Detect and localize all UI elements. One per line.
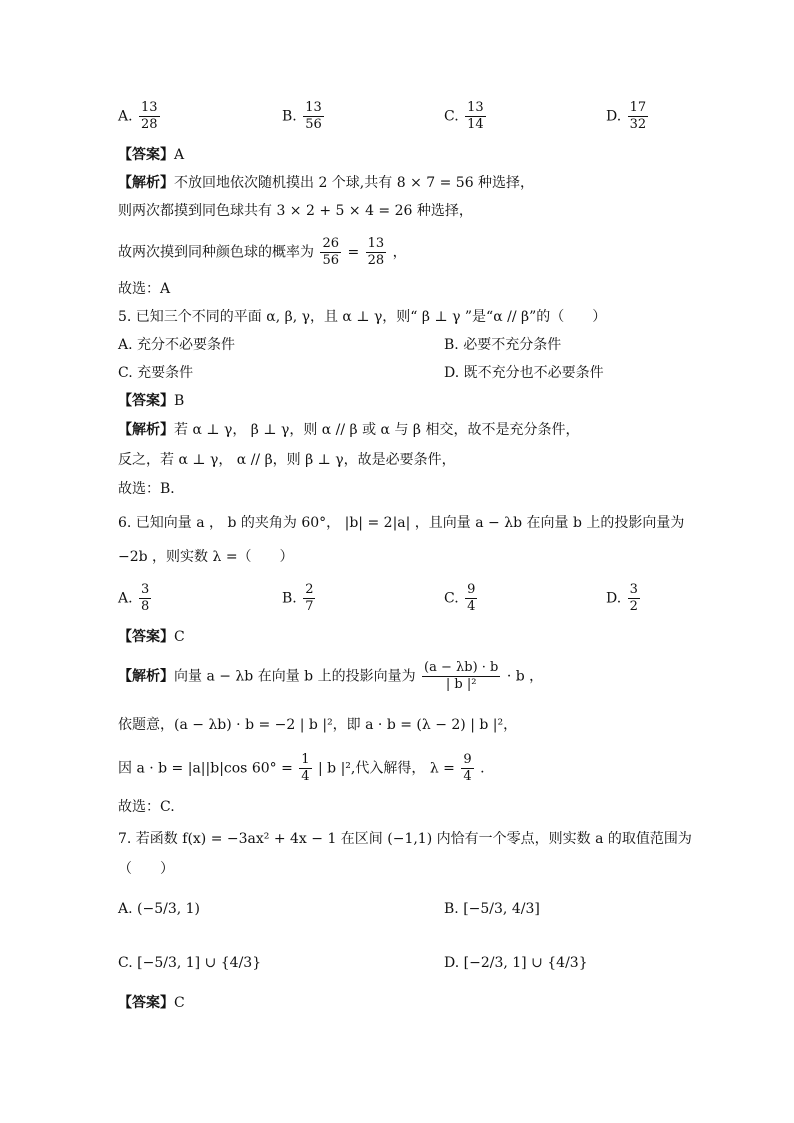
q6-answer (118, 628, 185, 646)
q5-option-b (444, 336, 561, 354)
denominator: | b |² (445, 677, 477, 692)
option-label: D. (606, 590, 622, 607)
q6-conclusion: 故选：C. (118, 799, 175, 815)
option-label: A. (118, 108, 133, 125)
q5-option-a (118, 336, 235, 354)
denominator: 8 (141, 599, 150, 614)
q6-stem-1: 6. 已知向量 a ， b 的夹角为 60°， |b| = 2|a| ，且向量 a − λb 在向量 b 上的投影向量为 (118, 515, 685, 531)
option-label: C. (118, 365, 133, 381)
answer-value: B (174, 393, 185, 409)
option-text: 充要条件 (137, 365, 194, 381)
denominator: 14 (467, 117, 484, 132)
denominator: 4 (463, 769, 472, 784)
numerator: 2 (305, 582, 314, 597)
q6-option-c (444, 582, 479, 615)
option-text: [−5/3, 1] ∪ {4/3} (137, 955, 262, 971)
numerator: 13 (467, 100, 484, 115)
q4-option-c (444, 100, 488, 133)
option-fraction (465, 582, 477, 615)
q4-option-d (606, 100, 650, 133)
analysis-text: 因 a · b = |a||b|cos 60° = (118, 760, 293, 777)
answer-label: 【答案】 (118, 147, 174, 163)
numerator: 1 (301, 752, 310, 767)
analysis-text: 若 α ⊥ γ， β ⊥ γ，则 α // β 或 α 与 β 相交，故不是充分条件， (174, 422, 580, 438)
punctuation: ， (392, 244, 407, 261)
analysis-label: 【解析】 (118, 422, 174, 438)
q6-analysis-2: 依题意，(a − λb) · b = −2 | b |²，即 a · b = (λ − 2) | b |²， (118, 717, 518, 733)
q5-option-c (118, 364, 193, 382)
q7-answer (118, 994, 185, 1012)
numerator: 17 (629, 100, 647, 115)
answer-label: 【答案】 (118, 629, 174, 645)
option-text: (−5/3, 1) (137, 901, 201, 917)
numerator: 9 (467, 582, 476, 597)
q7-option-d (444, 954, 588, 972)
option-fraction (628, 582, 640, 615)
denominator: 4 (301, 769, 310, 784)
option-fraction (139, 582, 151, 615)
option-fraction (628, 100, 649, 133)
option-label: A. (118, 901, 133, 917)
numerator: 26 (322, 236, 339, 251)
q5-answer (118, 392, 184, 410)
fraction (320, 236, 341, 269)
answer-value: C (174, 629, 185, 645)
q4-analysis-1 (118, 174, 534, 192)
numerator: (a − λb) · b (424, 660, 499, 675)
option-label: A. (118, 337, 133, 353)
q4-option-a (118, 100, 162, 133)
q6-option-b (282, 582, 317, 615)
fraction (422, 660, 500, 693)
option-fraction (303, 100, 324, 133)
option-label: B. (444, 337, 459, 353)
option-label: C. (444, 108, 459, 125)
denominator: 2 (629, 599, 638, 614)
analysis-label: 【解析】 (118, 668, 174, 685)
analysis-text: | b |²,代入解得， λ = (318, 760, 455, 777)
q5-analysis-1 (118, 421, 579, 439)
option-fraction (139, 100, 160, 133)
q4-answer (118, 146, 184, 164)
q5-conclusion: 故选：B． (118, 481, 185, 497)
fraction (366, 236, 387, 269)
numerator: 9 (463, 752, 472, 767)
option-label: D. (444, 365, 460, 381)
denominator: 4 (467, 599, 476, 614)
q7-stem-2: （ ） (118, 861, 174, 877)
q4-analysis-2: 则两次都摸到同色球共有 3 × 2 + 5 × 4 = 26 种选择， (118, 203, 473, 219)
analysis-text: 向量 a − λb 在向量 b 上的投影向量为 (174, 668, 416, 685)
analysis-label: 【解析】 (118, 175, 174, 191)
q5-stem: 5. 已知三个不同的平面 α, β, γ，且 α ⊥ γ，则“ β ⊥ γ ”是“α // β”的（ ） (118, 309, 607, 325)
q5-analysis-2: 反之，若 α ⊥ γ， α // β，则 β ⊥ γ，故是必要条件， (118, 452, 456, 468)
option-label: B. (282, 108, 297, 125)
q7-option-b (444, 900, 540, 918)
q6-analysis-3 (118, 752, 485, 785)
answer-label: 【答案】 (118, 995, 174, 1011)
q4-conclusion: 故选：A (118, 281, 171, 297)
q6-stem-2: −2b ，则实数 λ =（ ） (118, 549, 294, 565)
numerator: 13 (141, 100, 158, 115)
option-label: D. (606, 108, 622, 125)
punctuation: . (480, 760, 485, 777)
q5-option-d (444, 364, 604, 382)
equals-sign: = (347, 244, 360, 261)
option-label: B. (282, 590, 297, 607)
q4-option-b (282, 100, 326, 133)
analysis-text: 不放回地依次随机摸出 2 个球,共有 8 × 7 = 56 种选择， (174, 175, 535, 191)
answer-value: A (174, 147, 185, 163)
numerator: 3 (629, 582, 638, 597)
q6-analysis-1 (118, 660, 543, 693)
q6-option-d (606, 582, 642, 615)
denominator: 7 (305, 599, 314, 614)
denominator: 56 (322, 253, 339, 268)
q7-stem-1: 7. 若函数 f(x) = −3ax² + 4x − 1 在区间 (−1,1) 内恰有一个零点，则实数 a 的取值范围为 (118, 831, 692, 847)
analysis-text: · b ， (506, 668, 544, 685)
denominator: 28 (367, 253, 385, 268)
q7-option-c (118, 954, 261, 972)
q7-option-a (118, 900, 200, 918)
option-label: C. (444, 590, 459, 607)
denominator: 32 (629, 117, 647, 132)
q6-option-a (118, 582, 153, 615)
option-label: A. (118, 590, 133, 607)
fraction (461, 752, 473, 785)
fraction (299, 752, 311, 785)
option-label: D. (444, 955, 460, 971)
answer-label: 【答案】 (118, 393, 174, 409)
option-text: 充分不必要条件 (137, 337, 236, 353)
option-label: C. (118, 955, 133, 971)
option-label: B. (444, 901, 459, 917)
answer-value: C (174, 995, 185, 1011)
numerator: 13 (305, 100, 322, 115)
q4-analysis-3 (118, 236, 407, 269)
option-text: 既不充分也不必要条件 (463, 365, 604, 381)
option-fraction (303, 582, 315, 615)
denominator: 28 (141, 117, 158, 132)
option-text: 必要不充分条件 (463, 337, 562, 353)
numerator: 13 (367, 236, 385, 251)
option-text: [−2/3, 1] ∪ {4/3} (463, 955, 588, 971)
numerator: 3 (141, 582, 150, 597)
denominator: 56 (305, 117, 322, 132)
option-text: [−5/3, 4/3] (463, 901, 540, 917)
analysis-text: 故两次摸到同种颜色球的概率为 (118, 244, 314, 261)
option-fraction (465, 100, 486, 133)
